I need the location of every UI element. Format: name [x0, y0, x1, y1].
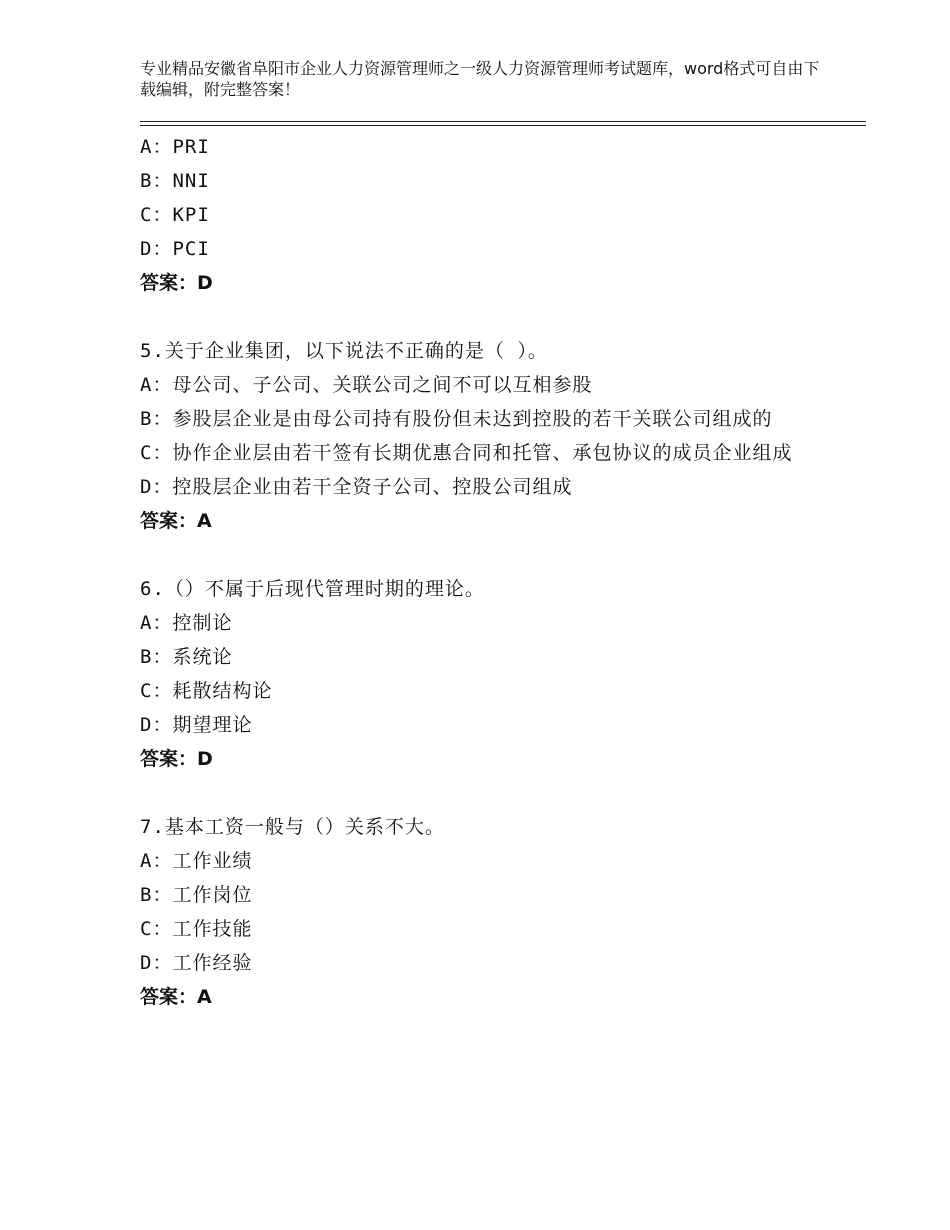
question-block: [140, 572, 820, 776]
option-d: D：PCI: [140, 238, 210, 260]
option-c: C：KPI: [140, 204, 210, 226]
answer-line: 答案：D: [140, 748, 213, 770]
option-a: A：PRI: [140, 136, 210, 158]
option-c: C：工作技能: [140, 918, 253, 940]
option-a: A：工作业绩: [140, 850, 253, 872]
option-c: C：耗散结构论: [140, 680, 273, 702]
option-a: A：母公司、子公司、关联公司之间不可以互相参股: [140, 374, 593, 396]
question-list: [140, 130, 820, 1014]
question-stem: 6.（）不属于后现代管理时期的理论。: [140, 578, 485, 600]
answer-line: 答案：D: [140, 272, 213, 294]
option-b: B：工作岗位: [140, 884, 253, 906]
header-rule-top: [140, 121, 866, 122]
option-d: D：工作经验: [140, 952, 253, 974]
option-d: D：期望理论: [140, 714, 253, 736]
question-spacer: [140, 300, 820, 334]
question-spacer: [140, 776, 820, 810]
question-stem: 5.关于企业集团，以下说法不正确的是（ ）。: [140, 340, 548, 362]
option-b: B：系统论: [140, 646, 233, 668]
header-rule-bottom: [140, 125, 866, 126]
answer-line: 答案：A: [140, 510, 212, 532]
answer-line: 答案：A: [140, 986, 212, 1008]
question-block: [140, 130, 820, 300]
question-block: [140, 810, 820, 1014]
option-b: B：参股层企业是由母公司持有股份但未达到控股的若干关联公司组成的: [140, 408, 773, 430]
question-stem: 7.基本工资一般与（）关系不大。: [140, 816, 445, 838]
option-b: B：NNI: [140, 170, 210, 192]
document-header: 专业精品安徽省阜阳市企业人力资源管理师之一级人力资源管理师考试题库，word格式可自由下载编辑，附完整答案！: [140, 59, 820, 99]
question-block: [140, 334, 820, 538]
question-spacer: [140, 538, 820, 572]
option-d: D：控股层企业由若干全资子公司、控股公司组成: [140, 476, 573, 498]
option-a: A：控制论: [140, 612, 233, 634]
option-c: C：协作企业层由若干签有长期优惠合同和托管、承包协议的成员企业组成: [140, 442, 793, 464]
